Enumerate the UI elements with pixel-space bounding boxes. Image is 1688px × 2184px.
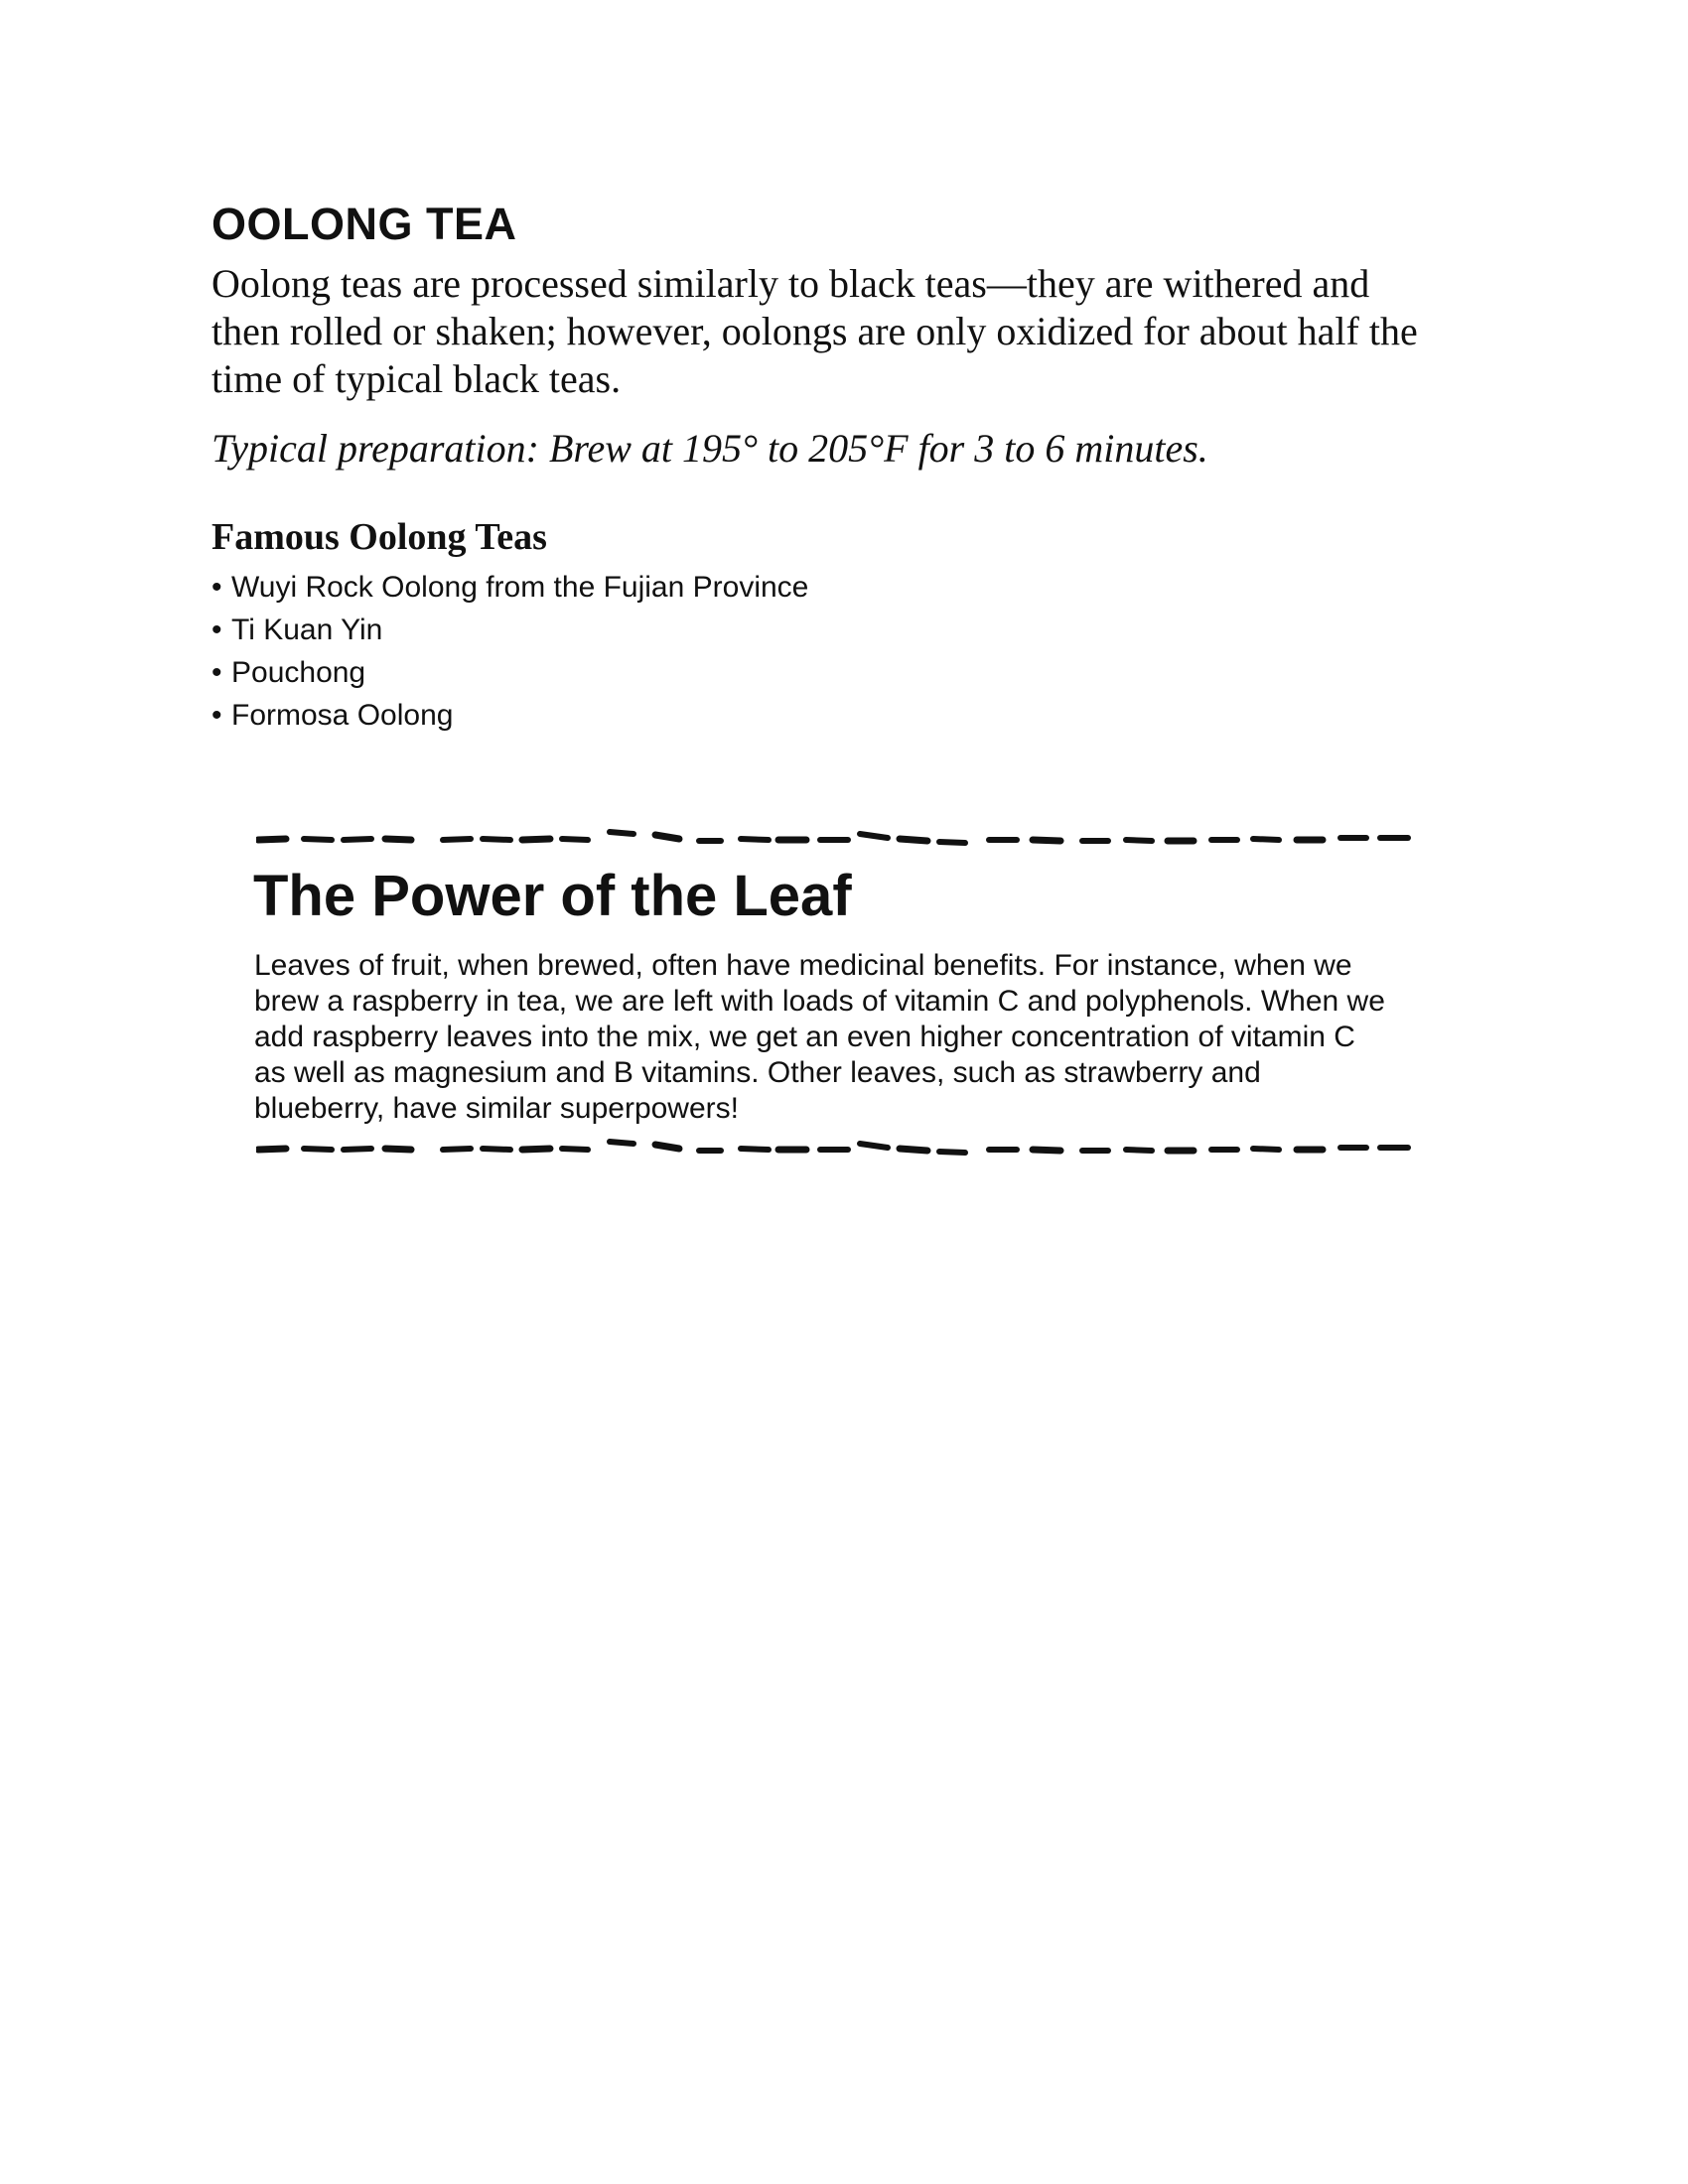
body-line: add raspberry leaves into the mix, we get an even higher concentration of vitamin C: [254, 1021, 1355, 1053]
border-dash: [655, 835, 679, 839]
border-dash: [1033, 1150, 1060, 1151]
border-dash: [443, 839, 471, 840]
body-line: as well as magnesium and B vitamins. Other leaves, such as strawberry and: [254, 1056, 1261, 1089]
border-dash: [741, 839, 769, 840]
border-dash: [1253, 1149, 1279, 1150]
list-item: [211, 694, 808, 737]
bullet: •: [211, 571, 222, 604]
power-of-leaf-title: The Power of the Leaf: [253, 864, 852, 928]
list-item-text: Ti Kuan Yin: [231, 614, 383, 646]
border-dash: [741, 1149, 769, 1150]
list-item: [211, 609, 808, 651]
list-item: [211, 566, 808, 609]
dashed-border-bottom: [256, 1138, 1434, 1161]
border-dash: [939, 842, 965, 843]
border-dash: [860, 834, 888, 838]
border-dash: [522, 1149, 550, 1150]
list-item: [211, 651, 808, 694]
border-dash: [900, 839, 927, 841]
border-dash: [258, 1149, 286, 1150]
power-of-leaf-body: [254, 948, 1446, 1127]
intro-line: then rolled or shaken; however, oolongs are only oxidized for about half the: [211, 309, 1418, 353]
border-dash: [443, 1149, 471, 1150]
list-item-text: Pouchong: [231, 656, 366, 689]
border-dash: [1253, 839, 1279, 840]
oolong-tea-title: OOLONG TEA: [211, 199, 517, 249]
body-line: Leaves of fruit, when brewed, often have medicinal benefits. For instance, when we: [254, 949, 1352, 982]
border-dash: [385, 1149, 411, 1150]
border-dash: [344, 1149, 371, 1150]
bullet: •: [211, 699, 222, 732]
border-dash: [655, 1145, 679, 1149]
border-dash: [610, 832, 633, 834]
border-dash: [522, 839, 550, 840]
bullet: •: [211, 656, 222, 689]
intro-line: time of typical black teas.: [211, 356, 622, 401]
preparation-note: Typical preparation: Brew at 195° to 205°F for 3 to 6 minutes.: [211, 426, 1208, 471]
border-dash: [385, 839, 411, 840]
list-item-text: Formosa Oolong: [231, 699, 454, 732]
border-dash: [1033, 840, 1060, 841]
border-dash: [562, 839, 588, 840]
body-line: blueberry, have similar superpowers!: [254, 1092, 739, 1125]
border-dash: [939, 1152, 965, 1153]
border-dash: [900, 1149, 927, 1151]
list-item-text: Wuyi Rock Oolong from the Fujian Province: [231, 571, 809, 604]
border-dash: [483, 1149, 510, 1150]
dashed-border-top: [256, 828, 1434, 852]
border-dash: [562, 1149, 588, 1150]
border-dash: [304, 1149, 332, 1150]
border-dash: [258, 839, 286, 840]
border-dash: [610, 1142, 633, 1144]
famous-teas-list: [211, 566, 808, 737]
border-dash: [304, 839, 332, 840]
border-dash: [860, 1144, 888, 1148]
border-dash: [1126, 840, 1152, 841]
border-dash: [483, 839, 510, 840]
border-dash: [1126, 1150, 1152, 1151]
famous-teas-heading: Famous Oolong Teas: [211, 516, 547, 558]
body-line: brew a raspberry in tea, we are left with loads of vitamin C and polyphenols. When we: [254, 985, 1385, 1018]
oolong-intro-paragraph: [211, 260, 1502, 403]
bullet: •: [211, 614, 222, 646]
border-dash: [344, 839, 371, 840]
intro-line: Oolong teas are processed similarly to black teas—they are withered and: [211, 261, 1370, 306]
